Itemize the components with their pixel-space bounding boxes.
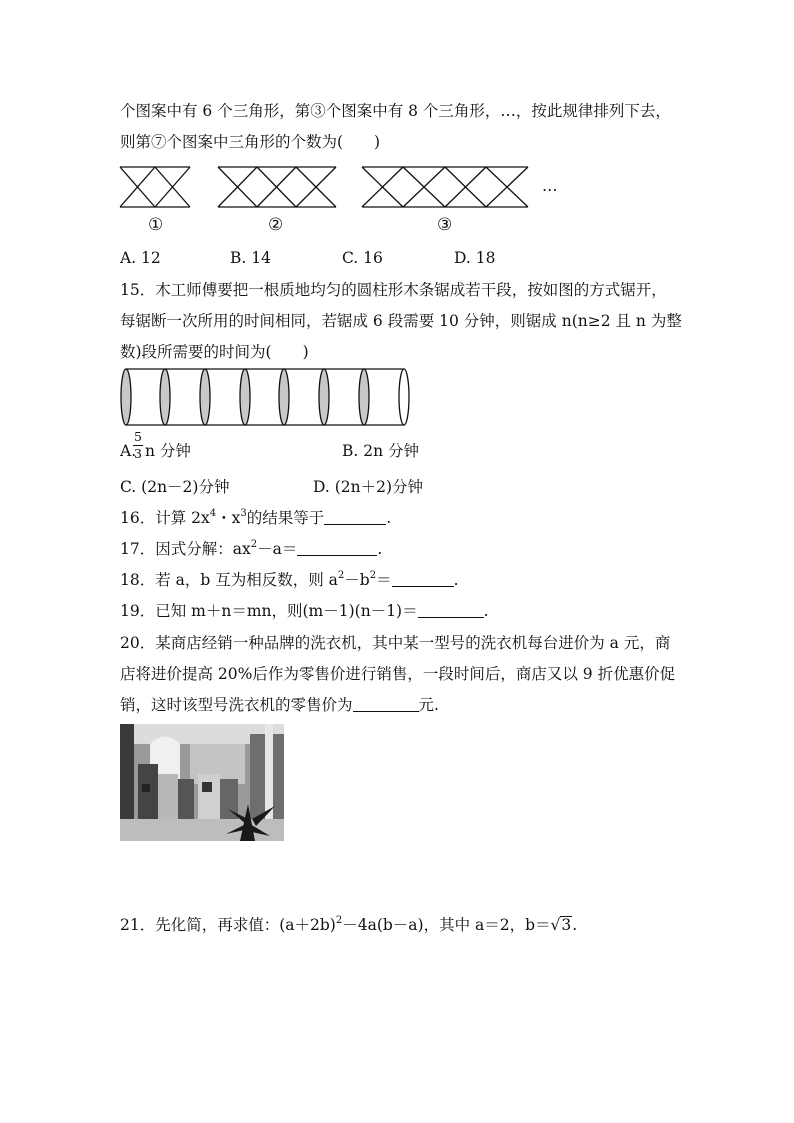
q15-option-c: C. (2n－2)分钟 — [120, 478, 230, 496]
q18-line: 18．若 a，b 互为相反数，则 $a^2-b^2=$ . — [120, 570, 459, 589]
q14-option-c: C. 16 — [342, 249, 383, 267]
q14-line2: 则第⑦个图案中三角形的个数为( ) — [120, 133, 381, 151]
q20-line3: 销，这时该型号洗衣机的零售价为 元. — [120, 696, 439, 714]
figure-label-2: ② — [268, 215, 284, 235]
q17-line: 17．因式分解：$ax^2-a=$ . — [120, 539, 383, 558]
store-photo — [120, 724, 284, 841]
q16-line: 16．计算 $2x^4$・$x^3$的结果等于 . — [120, 508, 392, 527]
q15-line1: 15．木工师傅要把一根质地均匀的圆柱形木条锯成若干段，按如图的方式锯开， — [120, 281, 667, 299]
q20-line2: 店将进价提高 20%后作为零售价进行销售，一段时间后，商店又以 9 折优惠价促 — [120, 665, 676, 683]
answer-blank-20[interactable] — [353, 697, 419, 712]
q20-line1: 20．某商店经销一种品牌的洗衣机，其中某一型号的洗衣机每台进价为 a 元，商 — [120, 634, 671, 652]
q15-option-d: D. (2n＋2)分钟 — [313, 478, 424, 496]
q15-option-a-text: n 分钟 — [145, 442, 191, 460]
q14-option-b: B. 14 — [230, 249, 271, 267]
answer-blank-19[interactable] — [418, 603, 484, 618]
q19-line: 19．已知 m＋n＝mn，则(m－1)(n－1)＝ . — [120, 602, 489, 620]
triangle-pattern-figure — [118, 164, 578, 210]
q15-line3: 数)段所需要的时间为( ) — [120, 343, 309, 361]
figure-label-3: ③ — [437, 215, 453, 235]
q15-option-b: B. 2n 分钟 — [342, 442, 420, 460]
fraction-denominator: 3 — [134, 446, 142, 461]
q14-option-a: A. 12 — [120, 249, 161, 267]
fraction-five-thirds — [133, 430, 143, 461]
answer-blank-17[interactable] — [297, 541, 377, 556]
cylinder-wood-figure — [118, 366, 414, 428]
fraction-numerator: 5 — [134, 429, 142, 444]
figure-ellipsis: … — [542, 177, 558, 195]
q21-line: 21．先化简，再求值：$(a+2b)^2-4a(b-a)$，其中 a＝2，b＝√3. — [120, 915, 578, 934]
answer-blank-18[interactable] — [392, 572, 454, 587]
q14-option-d: D. 18 — [454, 249, 496, 267]
answer-blank-16[interactable] — [324, 510, 386, 525]
figure-label-1: ① — [148, 215, 164, 235]
sqrt-argument: 3 — [561, 916, 572, 934]
q14-line1: 个图案中有 6 个三角形，第③个图案中有 8 个三角形，…，按此规律排列下去， — [120, 102, 671, 120]
sqrt-sign: √ — [550, 916, 561, 934]
q15-line2: 每锯断一次所用的时间相同，若锯成 6 段需要 10 分钟，则锯成 n(n≥2 且 n 为整 — [120, 312, 682, 330]
q15-option-a-label: A. — [120, 442, 137, 460]
